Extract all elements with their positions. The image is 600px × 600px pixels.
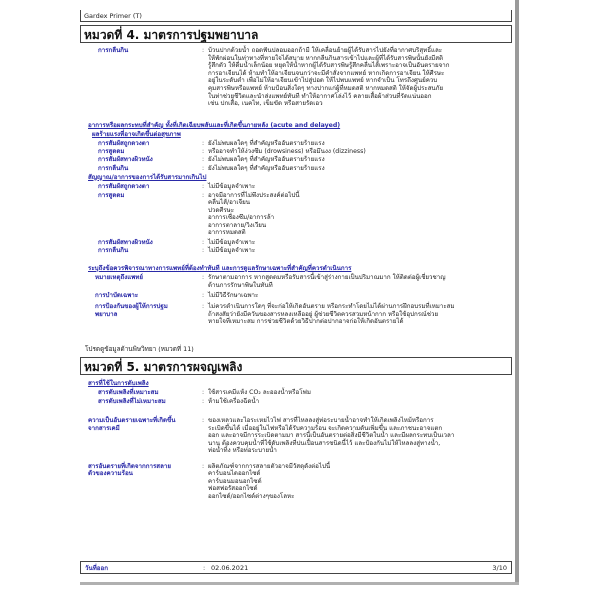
text-line: หายใจที่เหมาะสม การช่วยชีวิตด้วยวิธีปากต่อปากอาจก่อให้เกิดอันตรายได้ [208, 318, 404, 326]
text-line: หมายเหตุถึงแพทย์ [95, 274, 144, 281]
row-value [208, 389, 508, 397]
section-4-title: หมวดที่ 4. มาตรการปฐมพยาบาล [80, 25, 512, 43]
ingestion-value [208, 47, 508, 108]
row-label: การกลืนกิน [98, 247, 129, 255]
text-line: เช่น ปกเสื้อ, เนคไท, เข็มขัด หรือสายรัดเอว [208, 100, 323, 108]
page-number: 3/10 [492, 564, 507, 572]
text-line: : หรืออาจทำให้ง่วงซึม (drowsiness) หรือมึนงง (dizziness) [208, 148, 366, 156]
row-value [208, 148, 508, 156]
row-label: การกลืนกิน [98, 164, 129, 172]
row-label: การสัมผัสถูกดวงตา [98, 182, 150, 190]
text-line: ฟอสฟอรัสออกไซด์ [208, 485, 258, 493]
overexposure-heading: สัญญาณ/อาการของการได้รับสารมากเกินไป [88, 173, 207, 181]
text-line: การอาเจียนได้ ห้ามทำให้อาเจียนจนกว่าจะมีคำสั่งจากแพทย์ หากเกิดการอาเจียน ให้ศีรษะ [208, 69, 445, 77]
row-label: การสัมผัสทางผิวหนัง [98, 238, 153, 246]
text-line: : บ้วนปากด้วยน้ำ ถอดฟันปลอมออกถ้ามี ให้เคลื่อนย้ายผู้ได้รับสารไปยังที่อากาศบริสุทธิ์และ [208, 47, 443, 54]
document-header: Gardex Primer (T) [80, 10, 512, 22]
text-line: ความเป็นอันตรายเฉพาะที่เกิดขึ้น [88, 417, 176, 424]
row-value [208, 274, 508, 289]
text-line: ปวดศีรษะ [208, 206, 235, 214]
text-line: ตัวของความร้อน [88, 470, 133, 478]
text-line: : ใช้สารเคมีแห้ง CO₂ ละอองน้ำหรือโฟม [208, 389, 311, 396]
text-line: : ห้ามใช้เครื่องฉีดน้ำ [208, 398, 260, 405]
text-line: : ยังไม่พบผลใดๆ ที่สำคัญหรืออันตรายร้ายแรง [208, 140, 325, 147]
text-line: : ไม่มีข้อมูลจำเพาะ [208, 182, 256, 190]
row-label [88, 463, 171, 478]
text-line: ถ้าสงสัยว่ายังมีควันของสารหลงเหลืออยู่ ผู้ช่วยชีวิตควรสวมหน้ากาก หรือใช้อุปกรณ์ช่วย [208, 310, 439, 318]
text-line: การบำบัดเฉพาะ [95, 292, 139, 300]
text-line: : ผลิตภัณฑ์จากการสลายตัวอาจมีวัสดุดังต่อไปนี้ [208, 462, 331, 470]
row-value [208, 165, 508, 173]
row-value [208, 192, 508, 238]
text-line: ท่อน้ำทิ้ง หรือท่อระบายน้ำ [208, 447, 277, 455]
text-line: สารอันตรายที่เกิดจากการสลาย [88, 462, 171, 470]
potential-effects-heading: ผลร้ายแรงที่อาจเกิดขึ้นต่อสุขภาพ [92, 131, 181, 138]
text-line: คุมสารพิษหรือแพทย์ ห้ามป้อนสิ่งใดๆ ทางปากแก่ผู้ที่หมดสติ หากหมดสติ ให้จัดผู้ประสบภัย [208, 84, 444, 92]
ingestion-label: การกลืนกิน [98, 47, 129, 54]
row-value [208, 417, 508, 455]
text-line: ให้พักผ่อนในท่าทางที่หายใจได้สบาย หากกลืนกินสารเข้าไปและผู้ที่ได้รับสารพิษนั้นยังมีสติ [208, 54, 444, 62]
text-line: : ไม่ควรดำเนินการใดๆ ที่จะก่อให้เกิดอันตราย หรือกระทำโดยไม่ได้ผ่านการฝึกอบรมที่เหมาะสม [208, 303, 455, 311]
text-line: คลื่นไส้/อาเจียน [208, 199, 250, 207]
row-label: การสูดดม [98, 148, 125, 156]
text-line: อาการตาลาย/วิงเวียน [208, 221, 267, 229]
text-line: ระเบิดขึ้นได้ เมื่ออยู่ในไฟหรือได้รับความร้อน จะเกิดความดันเพิ่มขึ้น และภาชนะอาจแตก [208, 424, 443, 432]
footer [80, 561, 512, 574]
text-line: ในท่าช่วยชีวิตและนำส่งแพทย์ทันที ทำให้อากาศโล่งไว้ คลายเสื้อผ้าส่วนที่รัดแน่นออก [208, 92, 432, 100]
text-line: ออกไซด์/ออกไซด์ต่างๆของโลหะ [208, 492, 295, 500]
text-line: : ของเหลวและไอระเหยไวไฟ สารที่ไหลลงสู่ท่อระบายน้ำอาจทำให้เกิดเพลิงไหม้หรือการ [208, 417, 434, 424]
page-shadow-right [515, 0, 519, 582]
text-line: อาการหมดสติ [208, 229, 246, 237]
row-label: สารดับเพลิงที่ไม่เหมาะสม [98, 398, 166, 405]
row-value [208, 398, 508, 406]
row-value [208, 292, 508, 300]
row-label: สารดับเพลิงที่เหมาะสม [98, 389, 159, 396]
text-line: อาการเซื่องซึม/อาการล้า [208, 214, 275, 222]
row-label [95, 274, 143, 282]
row-label [88, 417, 175, 432]
text-line: : ไม่มีข้อมูลจำเพาะ [208, 247, 256, 255]
row-value [208, 247, 508, 255]
text-line: จากสารเคมี [88, 424, 120, 432]
text-line: : ไม่มีข้อมูลจำเพาะ [208, 238, 256, 246]
row-label: การสัมผัสถูกดวงตา [98, 140, 150, 147]
row-value [208, 239, 508, 247]
row-label: การสูดดม [98, 191, 125, 199]
text-line: : ยังไม่พบผลใดๆ ที่สำคัญหรืออันตรายร้ายแรง [208, 156, 325, 164]
text-line: นาน ต้องควบคุมน้ำที่ใช้ดับเพลิงที่ปนเปื้อนสารชนิดนี้ไว้ และป้องกันไม่ให้ไหลลงสู่ทางน้ำ, [208, 439, 441, 447]
acute-delayed-heading: อาการหรือผลกระทบที่สำคัญ ทั้งที่เกิดเฉียบพลันและที่เกิดขึ้นภายหลัง (acute and delayed) [88, 122, 341, 129]
text-line: คาร์บอนไดออกไซด์ [208, 470, 261, 478]
toxicology-reference: โปรดดูข้อมูลด้านพิษวิทยา (หมวดที่ 11) [85, 345, 194, 353]
footer-colon: : [203, 564, 206, 572]
page-shadow-bottom [80, 582, 519, 585]
text-line: การป้องกันของผู้ให้การปฐม [95, 303, 168, 311]
row-value [208, 156, 508, 164]
medical-attention-heading: ระบุถึงข้อควรพิจารณาทางการแพทย์ที่ต้องทำทันที และการดูแลรักษาเฉพาะที่สำคัญที่ควรดำเนินการ [88, 265, 352, 272]
issue-date: 02.06.2021 [211, 564, 249, 572]
text-line: : รักษาตามอาการ หากสูดดมหรือรับสารนี้เข้าสู่ร่างกายเป็นปริมาณมาก ให้ติดต่อผู้เชี่ยวชาญ [208, 274, 446, 281]
row-value [208, 463, 508, 501]
row-value [208, 183, 508, 191]
text-line: : ไม่มีวิธีรักษาเฉพาะ [208, 292, 259, 300]
row-label: การสัมผัสทางผิวหนัง [98, 156, 153, 164]
text-line: : ยังไม่พบผลใดๆ ที่สำคัญหรืออันตรายร้ายแรง [208, 164, 325, 172]
text-line: อยู่ในระดับต่ำ เพื่อไม่ให้อาเจียนเข้าไปสู่ปอด ให้ไปพบแพทย์ หากจำเป็น โทรถึงศูนย์ควบ [208, 77, 438, 85]
text-line: คาร์บอนมอนอกไซด์ [208, 477, 262, 485]
section-5-title: หมวดที่ 5. มาตรการผจญเพลิง [80, 357, 512, 375]
extinguishing-media-heading: สารที่ใช้ในการดับเพลิง [88, 380, 149, 387]
text-line: ออก และอาจมีการระเบิดตามมา สารนี้เป็นอันตรายต่อสิ่งมีชีวิตในน้ำ และมีผลกระทบเป็นเวลา [208, 432, 455, 440]
text-line: ด้านการรักษาพิษในทันที [208, 281, 273, 289]
text-line: : อาจมีอาการที่ไม่พึงประสงค์ต่อไปนี้ [208, 191, 300, 199]
row-label [95, 292, 138, 300]
text-line: รู้สึกตัว ให้ดื่มน้ำเล็กน้อย หยุดให้น้ำหากผู้ได้รับสารพิษรู้สึกคลื่นไส้เพราะอาจเป็นอันตรายจาก [208, 62, 450, 70]
issue-date-label: วันที่ออก [85, 565, 108, 572]
row-value [208, 303, 508, 326]
row-value [208, 140, 508, 148]
row-label [95, 303, 168, 318]
text-line: พยาบาล [95, 310, 118, 318]
